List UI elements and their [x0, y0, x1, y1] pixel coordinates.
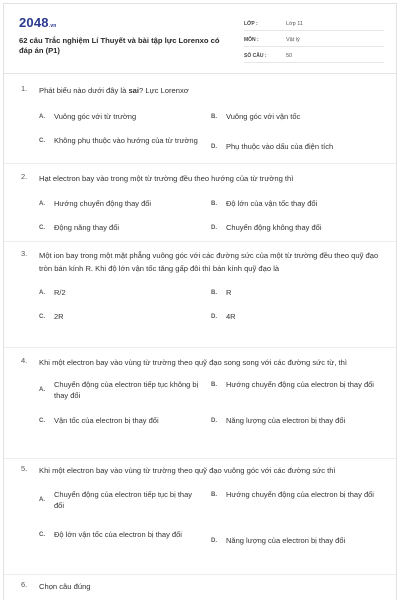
meta-label: LỚP : [244, 21, 258, 27]
option-text: Hướng chuyển động của electron bị thay đổi [226, 490, 374, 499]
option-letter: A. [39, 289, 45, 296]
question-number: 6. [21, 580, 28, 589]
option-text: Hướng chuyển động thay đổi [54, 199, 152, 208]
divider [4, 163, 397, 164]
option-text: R [226, 288, 232, 297]
question-3 [21, 249, 383, 321]
option-b[interactable] [211, 379, 381, 390]
divider [4, 347, 397, 348]
meta-question-count [244, 49, 384, 63]
question-text: Một ion bay trong một mặt phẳng vuông góc với các đường sức của một từ trường đều theo quỹ đạo tròn bán kính R. Khi độ lớn vận tốc tăng gấp đôi thì bán kính quỹ đạo là [39, 251, 379, 273]
meta-label: MÔN : [244, 37, 259, 43]
divider [4, 574, 397, 575]
option-c[interactable] [39, 415, 209, 426]
meta-value: 50 [286, 53, 293, 59]
option-text: Vận tốc của electron bị thay đổi [54, 416, 159, 425]
option-text: Hướng chuyển động của electron bị thay đổi [226, 380, 374, 389]
option-letter: B. [211, 113, 217, 120]
question-text-part: ? Lực Lorenxơ [139, 86, 189, 95]
option-letter: C. [39, 417, 45, 424]
option-text: 4R [226, 312, 236, 321]
option-a[interactable] [39, 379, 204, 401]
document-title: 62 câu Trắc nghiệm Lí Thuyết và bài tập lực Lorenxo có đáp án (P1) [19, 36, 220, 55]
option-a[interactable] [39, 111, 209, 122]
question-2 [21, 172, 383, 232]
option-b[interactable] [211, 287, 381, 298]
option-text: Động năng thay đổi [54, 223, 120, 232]
divider [4, 241, 397, 242]
option-d[interactable] [211, 141, 381, 152]
option-d[interactable] [211, 311, 381, 322]
option-d[interactable] [211, 415, 391, 426]
option-text: Chuyển động của electron tiếp tục không bị thay đổi [54, 380, 199, 400]
site-logo[interactable] [19, 15, 57, 30]
option-b[interactable] [211, 489, 381, 500]
option-text: Vuông góc với vận tốc [226, 112, 301, 121]
option-letter: C. [39, 313, 45, 320]
option-a[interactable] [39, 198, 209, 209]
option-text: Năng lượng của electron bị thay đổi [226, 416, 346, 425]
option-text: Độ lớn của vận tốc thay đổi [226, 199, 318, 208]
divider [4, 458, 397, 459]
document-page [3, 3, 397, 600]
question-number: 2. [21, 172, 28, 181]
option-letter: B. [211, 491, 217, 498]
option-text: Phụ thuộc vào dấu của điện tích [226, 142, 334, 151]
question-text: Khi một electron bay vào vùng từ trường theo quỹ đạo vuông góc với các đường sức thì [39, 466, 336, 475]
logo-main: 2048 [19, 15, 49, 30]
question-text: Chọn câu đúng [39, 582, 91, 591]
question-1 [21, 84, 383, 151]
meta-label: SỐ CÂU : [244, 53, 267, 59]
option-letter: A. [39, 200, 45, 207]
option-text: R/2 [54, 288, 66, 297]
option-letter: B. [211, 381, 217, 388]
option-c[interactable] [39, 135, 204, 146]
meta-value: Lớp 11 [286, 21, 303, 27]
question-6 [21, 580, 383, 593]
option-d[interactable] [211, 222, 381, 233]
option-letter: D. [211, 224, 217, 231]
option-text: Chuyển động của electron tiếp tục bị thay đổi [54, 490, 193, 510]
option-text: Không phụ thuộc vào hướng của từ trường [54, 136, 198, 145]
option-text: Năng lượng của electron bị thay đổi [226, 536, 346, 545]
question-number: 5. [21, 464, 28, 473]
question-number: 4. [21, 356, 28, 365]
option-c[interactable] [39, 222, 209, 233]
option-a[interactable] [39, 287, 209, 298]
option-text: 2R [54, 312, 64, 321]
option-letter: A. [39, 497, 45, 503]
option-letter: C. [39, 531, 45, 538]
option-text: Vuông góc với từ trường [54, 112, 137, 121]
option-d[interactable] [211, 535, 391, 546]
question-5 [21, 464, 383, 545]
option-a[interactable] [39, 489, 204, 511]
meta-value: Vật lý [286, 37, 300, 43]
question-text-emphasis: sai [128, 86, 139, 95]
option-letter: B. [211, 289, 217, 296]
logo-suffix: .vn [48, 23, 57, 29]
question-text: Khi một electron bay vào vùng từ trường theo quỹ đạo song song với các đường sức từ, thì [39, 358, 347, 367]
option-letter: D. [211, 417, 217, 424]
option-letter: C. [39, 224, 45, 231]
meta-grade [244, 17, 384, 31]
option-letter: D. [211, 143, 217, 150]
option-letter: B. [211, 200, 217, 207]
option-b[interactable] [211, 111, 381, 122]
option-text: Chuyển động không thay đổi [226, 223, 322, 232]
option-letter: C. [39, 137, 45, 144]
option-letter: A. [39, 113, 45, 120]
question-4 [21, 356, 383, 425]
question-number: 1. [21, 84, 28, 93]
question-text-part: Phát biểu nào dưới đây là [39, 86, 129, 95]
option-c[interactable] [39, 529, 204, 540]
document-header [4, 4, 396, 74]
option-c[interactable] [39, 311, 209, 322]
option-letter: D. [211, 313, 217, 320]
question-text: Hạt electron bay vào trong một từ trường đều theo hướng của từ trường thì [39, 174, 294, 183]
meta-subject [244, 33, 384, 47]
option-letter: D. [211, 537, 217, 544]
question-number: 3. [21, 249, 28, 258]
option-letter: A. [39, 387, 45, 393]
option-b[interactable] [211, 198, 381, 209]
question-text [39, 84, 383, 97]
document-meta [244, 17, 384, 65]
option-text: Độ lớn vận tốc của electron bị thay đổi [54, 530, 182, 539]
